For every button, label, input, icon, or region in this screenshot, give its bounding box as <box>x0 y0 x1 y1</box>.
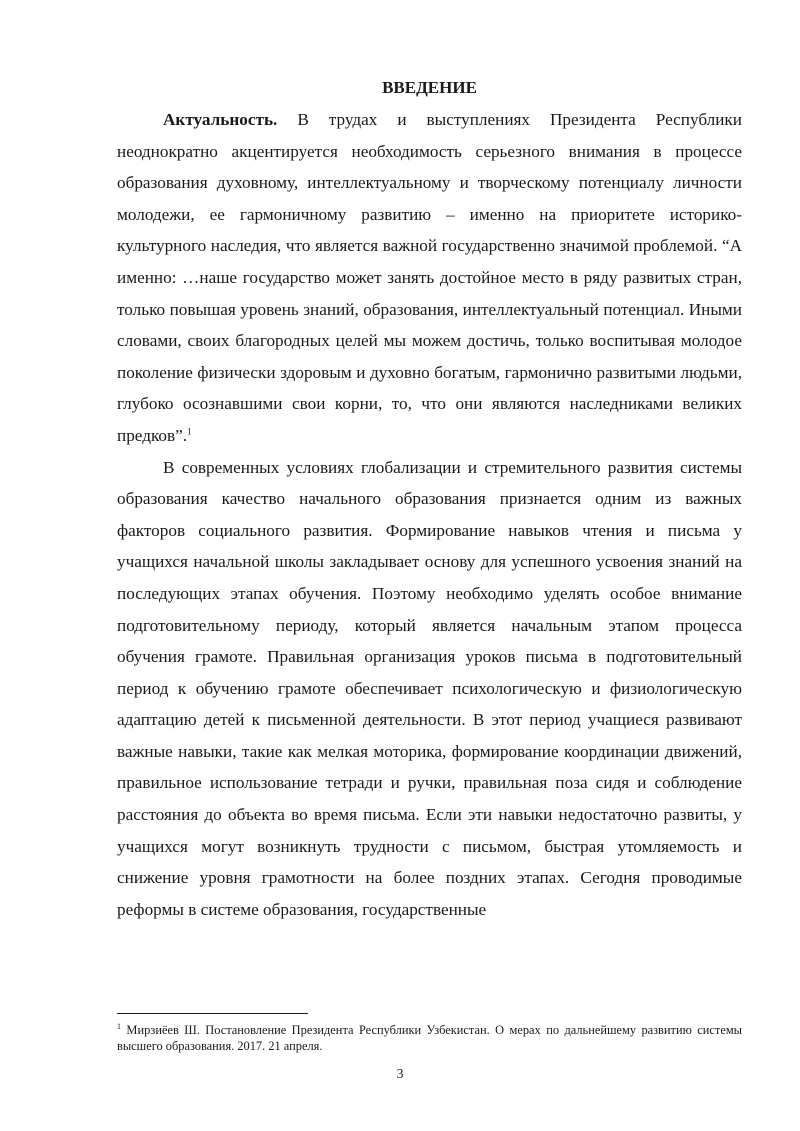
footnote-separator <box>117 1013 308 1014</box>
page-number: 3 <box>396 1067 404 1082</box>
paragraph-text: В трудах и выступлениях Президента Республики неоднократно акцентируется необходимость серьезного внимания в процессе образования духовному, интеллектуальному и творческому потенциалу личности молодежи, ее гармоничному развитию – именно на приоритете историко-культурного наследия, что является важной государственно значимой проблемой. “А именно: …наше государство может занять достойное место в ряду развитых стран, только повышая уровень знаний, образования, интеллектуальный потенциал. Иными словами, своих благородных целей мы можем достичь, только воспитывая молодое поколение физически здоровым и духовно богатым, гармонично развитыми людьми, глубоко осознавшими свои корни, то, что они являются наследниками великих предков”. <box>117 110 742 445</box>
paragraph-relevance <box>117 104 742 452</box>
footnote-text: Мирзиёев Ш. Постановление Президента Республики Узбекистан. О мерах по дальнейшему развитию системы высшего образования. 2017. 21 апреля. <box>117 1023 742 1053</box>
paragraph-context <box>117 452 742 926</box>
page-body <box>117 72 742 925</box>
footnote-reference[interactable]: 1 <box>187 426 192 437</box>
footnote <box>117 1022 742 1054</box>
paragraph-text: В современных условиях глобализации и стремительного развития системы образования качество начального образования признается одним из важных факторов социального развития. Формирование навыков чтения и письма у учащихся начальной школы закладывает основу для успешного усвоения знаний на последующих этапах обучения. Поэтому необходимо уделять особое внимание подготовительному периоду, который является начальным этапом процесса обучения грамоте. Правильная организация уроков письма в подготовительный период к обучению грамоте обеспечивает психологическую и физиологическую адаптацию детей к письменной деятельности. В этот период учащиеся развивают важные навыки, такие как мелкая моторика, формирование координации движений, правильное использование тетради и ручки, правильная поза сидя и соблюдение расстояния до объекта во время письма. Если эти навыки недостаточно развиты, у учащихся могут возникнуть трудности с письмом, быстрая утомляемость и снижение уровня грамотности на более поздних этапах. Сегодня проводимые реформы в системе образования, государственные <box>117 457 742 919</box>
footnote-mark: 1 <box>117 1021 121 1031</box>
page-title: ВВЕДЕНИЕ <box>382 78 477 97</box>
paragraph-lead: Актуальность. <box>163 110 278 129</box>
